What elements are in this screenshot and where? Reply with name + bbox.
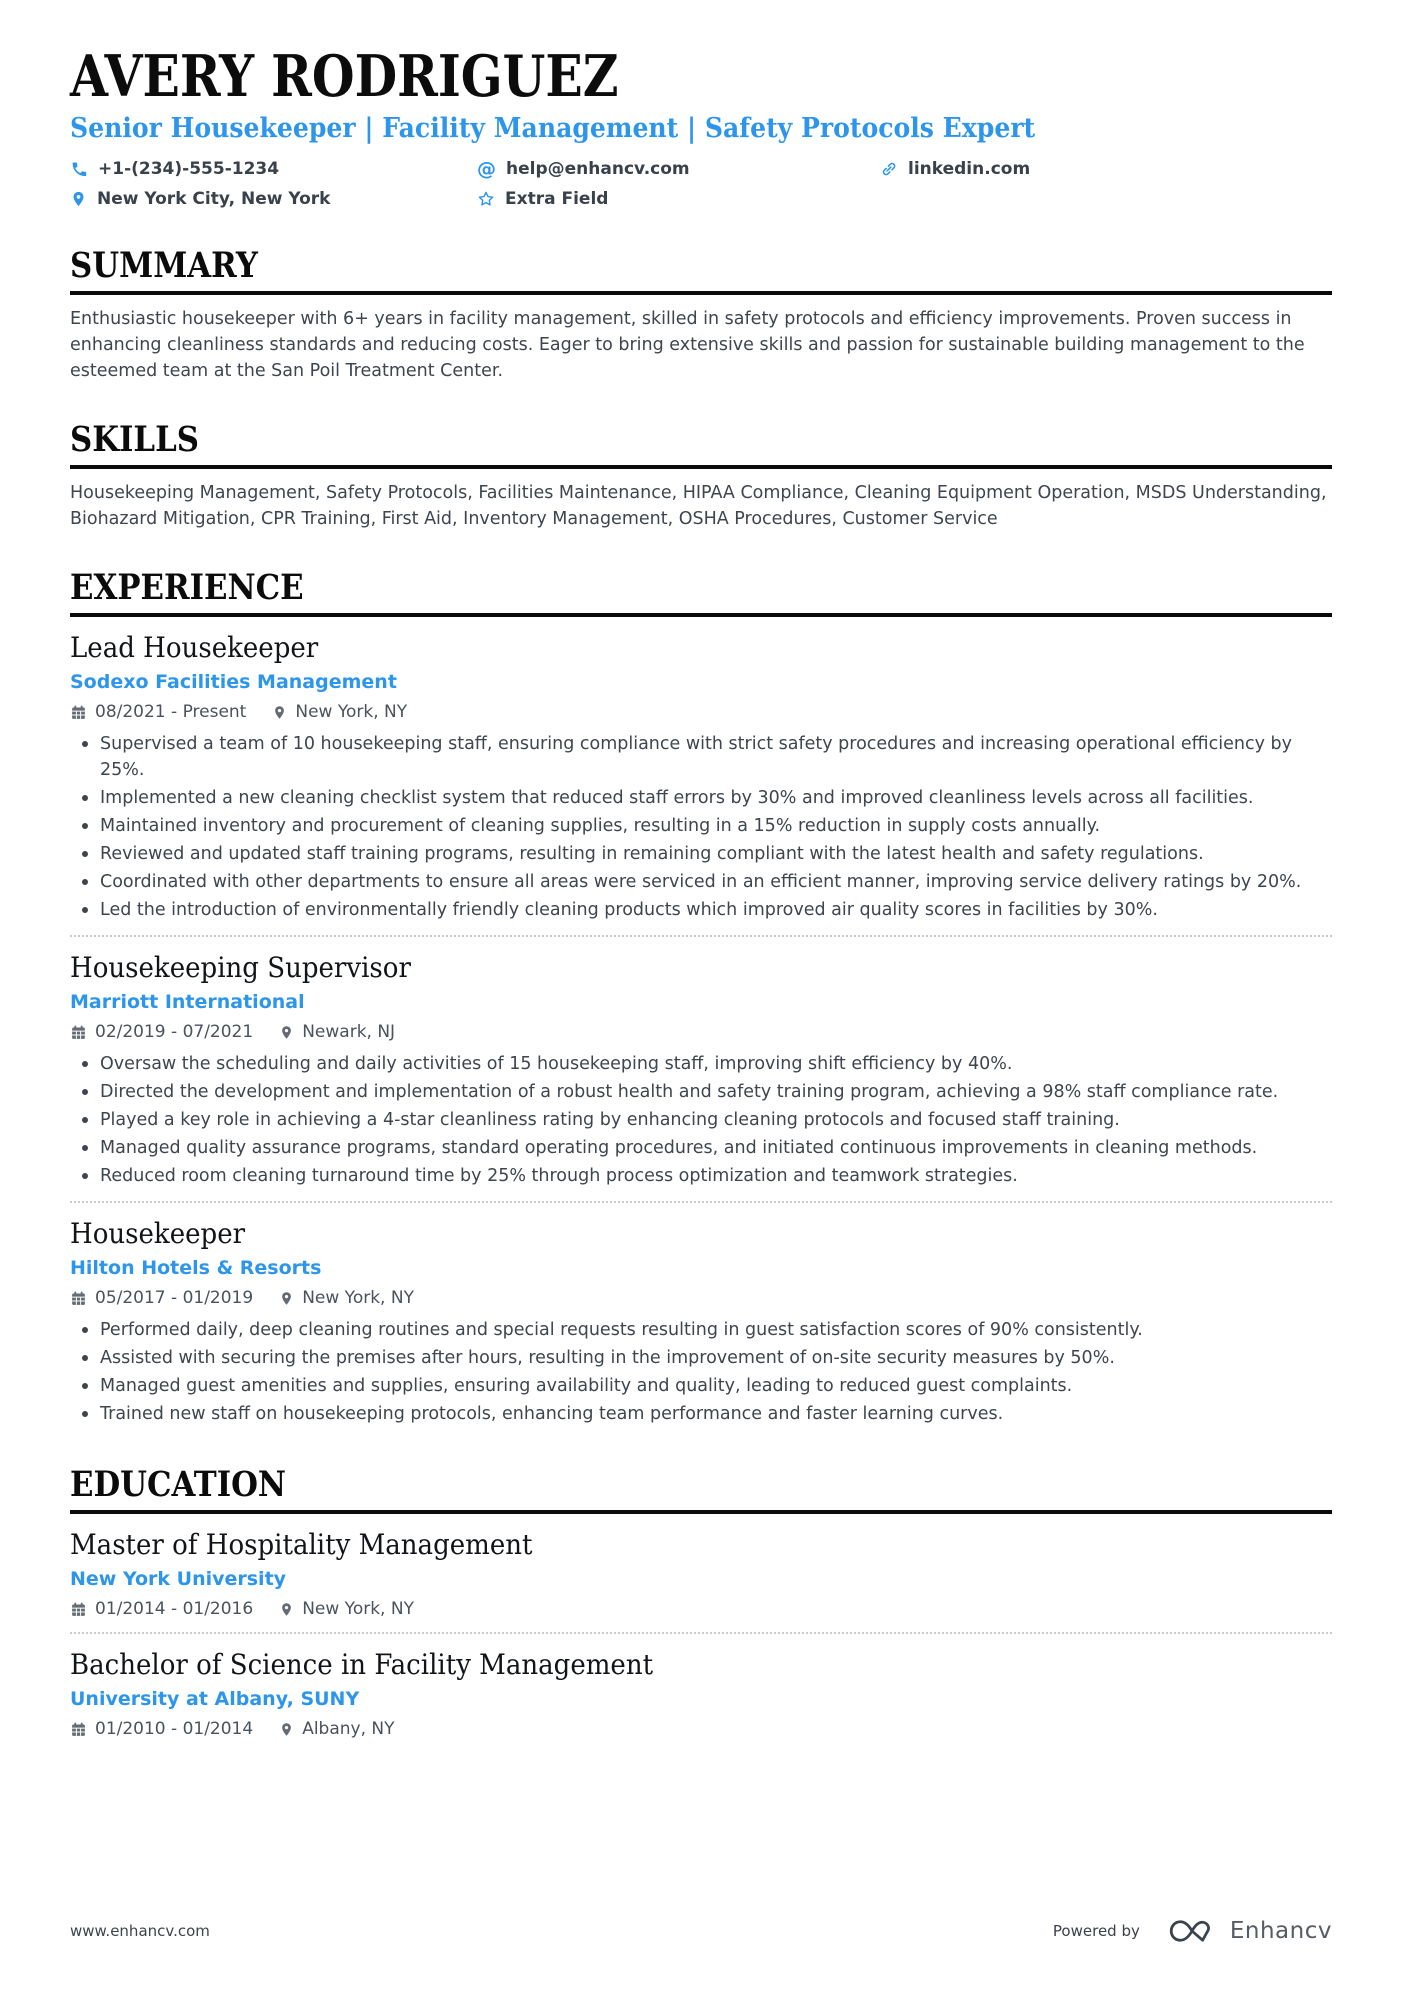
bullet-item: Reviewed and updated staff training programs, resulting in remaining compliant with the latest health and safety regulations. — [70, 841, 1332, 867]
bullet-item: Directed the development and implementation of a robust health and safety training program, achieving a 98% staff compliance rate. — [70, 1079, 1332, 1105]
contact-location-value: New York City, New York — [97, 189, 331, 209]
bullet-item: Led the introduction of environmentally friendly cleaning products which improved air quality scores in facilities by 30%. — [70, 897, 1332, 923]
summary-section — [70, 246, 1332, 384]
summary-text: Enthusiastic housekeeper with 6+ years in facility management, skilled in safety protocols and efficiency improvements. Proven success in enhancing cleanliness standards and reducing costs. Eager to bring extensive skills and passion for sustainable building management to the esteemed team at the San Poil Treatment Center. — [70, 309, 1305, 381]
contact-location — [70, 188, 477, 210]
job-title: Lead Housekeeper — [70, 631, 319, 664]
location-pin-icon — [279, 1024, 294, 1041]
bullet-item: Reduced room cleaning turnaround time by 25% through process optimization and teamwork strategies. — [70, 1163, 1332, 1189]
date-range: 01/2010 - 01/2014 — [70, 1719, 253, 1740]
school-name: New York University — [70, 1568, 287, 1590]
powered-by-label: Powered by — [1052, 1922, 1140, 1940]
calendar-icon — [70, 1024, 87, 1041]
contact-extra-field — [477, 188, 880, 210]
education-entry — [70, 1528, 1332, 1620]
skills-heading: SKILLS — [70, 420, 1332, 469]
contact-email[interactable] — [477, 158, 880, 180]
contact-phone-value: +1-(234)-555-1234 — [98, 159, 280, 179]
location-pin-icon — [279, 1601, 294, 1618]
date-range: 02/2019 - 07/2021 — [70, 1022, 253, 1043]
location-pin-icon — [279, 1290, 294, 1307]
bullet-item: Supervised a team of 10 housekeeping staff, ensuring compliance with strict safety procedures and increasing operational efficiency by 25%. — [70, 731, 1332, 783]
date-range: 05/2017 - 01/2019 — [70, 1288, 253, 1309]
entry-separator — [70, 1201, 1332, 1203]
job-title: Housekeeping Supervisor — [70, 951, 411, 984]
experience-entry — [70, 631, 1332, 923]
entry-location: New York, NY — [279, 1288, 414, 1309]
bullet-item: Played a key role in achieving a 4-star cleanliness rating by enhancing cleaning protocols and focused staff training. — [70, 1107, 1332, 1133]
degree-title: Master of Hospitality Management — [70, 1528, 533, 1561]
entry-location: Newark, NJ — [279, 1022, 395, 1043]
bullet-item: Managed quality assurance programs, standard operating procedures, and initiated continuous improvements in cleaning methods. — [70, 1135, 1332, 1161]
bullet-item: Managed guest amenities and supplies, ensuring availability and quality, leading to reduced guest complaints. — [70, 1373, 1332, 1399]
experience-entry — [70, 1217, 1332, 1427]
date-range: 01/2014 - 01/2016 — [70, 1599, 253, 1620]
calendar-icon — [70, 1290, 87, 1307]
entry-separator — [70, 1632, 1332, 1634]
experience-heading: EXPERIENCE — [70, 568, 1332, 617]
skills-section — [70, 420, 1332, 532]
education-section — [70, 1465, 1332, 1740]
phone-icon — [70, 160, 88, 178]
bullet-item: Trained new staff on housekeeping protocols, enhancing team performance and faster learning curves. — [70, 1401, 1332, 1427]
experience-entry — [70, 951, 1332, 1189]
calendar-icon — [70, 1721, 87, 1738]
summary-heading: SUMMARY — [70, 246, 1332, 295]
company-name: Hilton Hotels & Resorts — [70, 1257, 322, 1279]
calendar-icon — [70, 704, 87, 721]
entry-location: New York, NY — [272, 702, 407, 723]
degree-title: Bachelor of Science in Facility Management — [70, 1648, 654, 1681]
powered-by — [1053, 1915, 1332, 1947]
link-icon — [880, 160, 898, 178]
location-pin-icon — [272, 704, 287, 721]
entry-meta — [70, 1288, 1332, 1309]
date-range: 08/2021 - Present — [70, 702, 246, 723]
bullet-item: Oversaw the scheduling and daily activities of 15 housekeeping staff, improving shift efficiency by 40%. — [70, 1051, 1332, 1077]
resume-header — [70, 0, 1332, 210]
job-title: Housekeeper — [70, 1217, 246, 1250]
contact-link-value[interactable]: linkedin.com — [908, 159, 1031, 179]
bullet-item: Assisted with securing the premises after hours, resulting in the improvement of on-site security measures by 50%. — [70, 1345, 1332, 1371]
education-entry — [70, 1648, 1332, 1740]
entry-location: New York, NY — [279, 1599, 414, 1620]
experience-section — [70, 568, 1332, 1429]
contact-link[interactable] — [880, 158, 1332, 180]
location-pin-icon — [70, 190, 87, 208]
bullet-list — [70, 1317, 1332, 1427]
contact-email-value[interactable]: help@enhancv.com — [506, 159, 690, 179]
entry-location: Albany, NY — [279, 1719, 394, 1740]
footer-site-link[interactable]: www.enhancv.com — [70, 1922, 210, 1940]
candidate-name: AVERY RODRIGUEZ — [70, 43, 619, 110]
contact-extra-value: Extra Field — [505, 189, 609, 209]
entry-meta — [70, 1022, 1332, 1043]
school-name: University at Albany, SUNY — [70, 1688, 360, 1710]
star-icon — [477, 190, 495, 208]
page-footer — [70, 1915, 1332, 1995]
candidate-headline: Senior Housekeeper | Facility Management | Safety Protocols Expert — [70, 113, 1036, 144]
location-pin-icon — [279, 1721, 294, 1738]
entry-separator — [70, 935, 1332, 937]
entry-meta — [70, 702, 1332, 723]
company-name: Sodexo Facilities Management — [70, 671, 397, 693]
enhancv-logo-icon — [1168, 1915, 1216, 1947]
bullet-item: Maintained inventory and procurement of cleaning supplies, resulting in a 15% reduction in supply costs annually. — [70, 813, 1332, 839]
entry-meta — [70, 1719, 1332, 1740]
enhancv-brand-name: Enhancv — [1229, 1918, 1332, 1944]
contact-phone — [70, 158, 477, 180]
bullet-list — [70, 731, 1332, 923]
skills-text: Housekeeping Management, Safety Protocols, Facilities Maintenance, HIPAA Compliance, Cleaning Equipment Operation, MSDS Understanding, Biohazard Mitigation, CPR Training, First Aid, Inventory Management, OSHA Procedures, Customer Service — [70, 483, 1327, 529]
bullet-item: Coordinated with other departments to ensure all areas were serviced in an efficient manner, improving service delivery ratings by 20%. — [70, 869, 1332, 895]
contact-grid — [70, 158, 1332, 210]
education-heading: EDUCATION — [70, 1465, 1332, 1514]
bullet-list — [70, 1051, 1332, 1189]
at-icon: @ — [477, 158, 496, 180]
company-name: Marriott International — [70, 991, 305, 1013]
calendar-icon — [70, 1601, 87, 1618]
entry-meta — [70, 1599, 1332, 1620]
bullet-item: Implemented a new cleaning checklist system that reduced staff errors by 30% and improved cleanliness levels across all facilities. — [70, 785, 1332, 811]
bullet-item: Performed daily, deep cleaning routines and special requests resulting in guest satisfaction scores of 90% consistently. — [70, 1317, 1332, 1343]
